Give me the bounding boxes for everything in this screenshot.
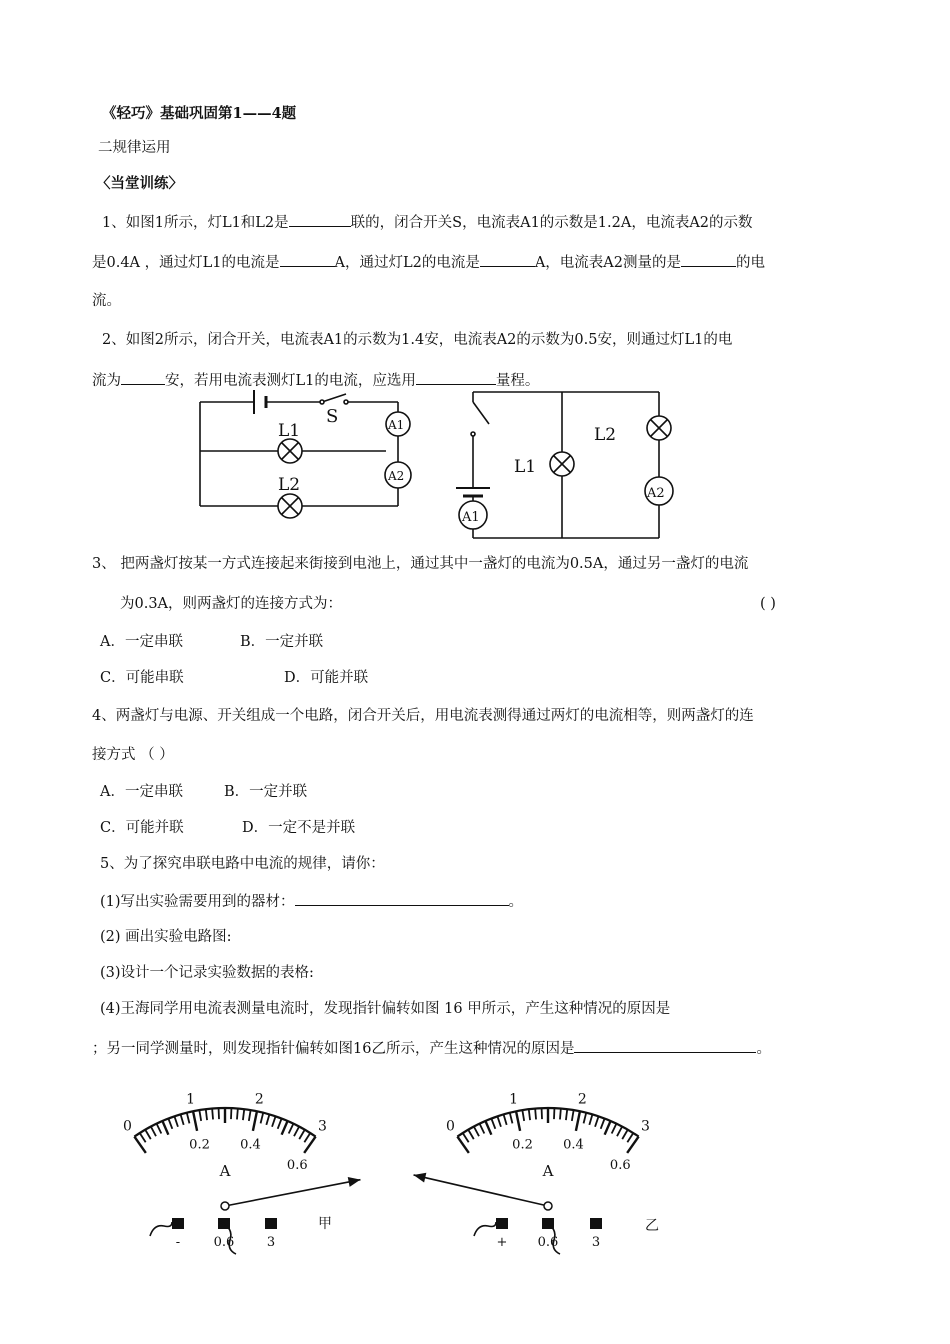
q1-text: 的电 [736, 255, 765, 271]
dial-tick [193, 1111, 197, 1131]
dial-tick [622, 1130, 628, 1139]
q4-option-b[interactable]: B．一定并联 [224, 784, 308, 800]
meter-label-yi: 乙 [645, 1218, 659, 1234]
wire [150, 1222, 172, 1236]
dial-tick [504, 1114, 507, 1125]
q3-option-c[interactable]: C．可能串联 [100, 670, 184, 686]
dial-tick [266, 1114, 269, 1125]
dial-tick [529, 1109, 530, 1120]
fig1-l1-label: L1 [278, 421, 301, 441]
fig2-a2-label: A2 [647, 486, 665, 501]
dial-tick [468, 1130, 474, 1139]
q3-line2: 为0.3A，则两盏灯的连接方式为： [120, 596, 343, 612]
dial-tick [278, 1118, 282, 1128]
dial-tick [162, 1121, 168, 1135]
q3-option-d[interactable]: D．可能并联 [284, 670, 369, 686]
dial-tick [174, 1116, 178, 1126]
dial-tick [480, 1124, 485, 1134]
dial-tick [157, 1124, 162, 1134]
subsection-heading: 〈当堂训练〉 [96, 175, 183, 192]
q2-line1: 2、如图2所示，闭合开关，电流表A1的示数为1.4安，电流表A2的示数为0.5安，则通过灯L1的电 [102, 332, 733, 348]
dial-tick [243, 1109, 244, 1120]
dial-minor-label: 0.2 [512, 1137, 533, 1153]
dial-tick [491, 1118, 495, 1128]
q1-text: 是0.4A ，通过灯L1的电流是 [92, 255, 280, 271]
dial-tick [595, 1116, 599, 1126]
needle-arrowhead [348, 1177, 361, 1187]
q3-option-a[interactable]: A．一定串联 [100, 634, 183, 650]
terminal-post [172, 1218, 184, 1229]
dial-tick [212, 1109, 213, 1120]
needle [225, 1180, 360, 1206]
dial-minor-label: 0.4 [563, 1137, 584, 1153]
q2-text: 安，若用电流表测灯L1的电流，应选用 [165, 373, 416, 389]
dial-tick [485, 1121, 491, 1135]
dial-tick [272, 1116, 276, 1126]
dial-tick [463, 1133, 469, 1142]
q1-text: 联的，闭合开关S，电流表A1的示数是1.2A，电流表A2的示数 [350, 215, 753, 231]
dial-minor-label: 0.4 [240, 1137, 261, 1153]
dial-minor-label: 0.6 [609, 1157, 631, 1173]
dial-tick [497, 1116, 501, 1126]
dial-tick [601, 1118, 605, 1128]
dial-unit-label: A [542, 1162, 554, 1180]
q1-text: 1、如图1所示，灯L1和L2是 [102, 215, 289, 231]
terminal-label: 0.6 [537, 1235, 559, 1250]
needle-arrowhead [414, 1173, 427, 1183]
needle-pivot [544, 1202, 552, 1210]
dial-tick [237, 1109, 238, 1120]
dial-minor-label: 0.2 [189, 1137, 210, 1153]
dial-minor-label: 0.6 [286, 1157, 308, 1173]
dial-major-label: 1 [186, 1091, 196, 1108]
q2-text: 流为 [92, 373, 121, 389]
section-heading: 二规律运用 [98, 140, 171, 156]
q5-text: 。 [508, 894, 524, 910]
dial-tick [572, 1110, 574, 1121]
q5-text: (1)写出实验需要用到的器材： [100, 894, 295, 910]
fig1-switch-label: S [326, 406, 339, 427]
dial-tick [282, 1121, 288, 1135]
q5-part3: (3)设计一个记录实验数据的表格: [100, 965, 314, 981]
terminal-post [265, 1218, 277, 1229]
q3-option-b[interactable]: B．一定并联 [240, 634, 324, 650]
terminal-label: 3 [266, 1235, 276, 1250]
dial-tick [304, 1133, 310, 1142]
q4-option-c[interactable]: C．可能并联 [100, 820, 184, 836]
q5-intro: 5、为了探究串联电路中电流的规律，请你： [100, 856, 385, 872]
dial-tick [510, 1113, 513, 1124]
dial-tick [181, 1114, 184, 1125]
dial-major-label: 3 [641, 1118, 650, 1135]
dial-tick [249, 1110, 251, 1121]
q1-text: A，电流表A2测量的是 [534, 255, 681, 271]
dial-tick [199, 1110, 201, 1121]
dial-tick [516, 1111, 520, 1131]
q3-line1: 3、 把两盏灯按某一方式连接起来街接到电池上，通过其中一盏灯的电流为0.5A，通过另一盏灯的电流 [92, 556, 749, 572]
q5-part2: (2) 画出实验电路图: [100, 929, 232, 945]
dial-tick [140, 1133, 146, 1142]
fig1-a1-label: A1 [388, 418, 405, 432]
fig1-a2-label: A2 [388, 469, 405, 483]
fig1-l2-label: L2 [278, 475, 301, 495]
dial-tick [253, 1111, 257, 1131]
fig2-l1-label: L1 [514, 457, 537, 477]
terminal-label: + [496, 1235, 508, 1250]
q5-text: 。 [756, 1041, 771, 1057]
dial-major-label: 3 [318, 1118, 327, 1135]
dial-major-label: 1 [509, 1091, 519, 1108]
dial-unit-label: A [219, 1162, 231, 1180]
needle-pivot [221, 1202, 229, 1210]
q1-line3: 流。 [92, 293, 121, 309]
meter-label-jia: 甲 [318, 1216, 332, 1232]
q3-answer-paren[interactable]: ( ) [760, 596, 776, 612]
dial-tick [206, 1109, 207, 1120]
fig2-l2-label: L2 [594, 425, 617, 445]
dial-tick [535, 1109, 536, 1120]
dial-tick [289, 1124, 294, 1134]
dial-tick [187, 1113, 190, 1124]
q4-line1: 4、两盏灯与电源、开关组成一个电路，闭合开关后，用电流表测得通过两灯的电流相等，则两盏灯的连 [92, 708, 754, 724]
terminal-label: - [175, 1235, 181, 1250]
needle [414, 1175, 548, 1206]
terminal-label: 0.6 [213, 1235, 235, 1250]
q5-text: ；另一同学测量时，则发现指针偏转如图16乙所示，产生这种情况的原因是 [92, 1041, 575, 1057]
dial-tick [522, 1110, 524, 1121]
dial-major-label: 2 [254, 1091, 264, 1108]
dial-tick [474, 1126, 479, 1136]
q5-part4-line1: (4)王海同学用电流表测量电流时，发现指针偏转如图 16 甲所示，产生这种情况的原因是 [100, 1001, 671, 1017]
dial-tick [151, 1126, 156, 1136]
dial-major-label: 2 [577, 1091, 587, 1108]
dial-tick [627, 1133, 633, 1142]
q4-option-a[interactable]: A．一定串联 [100, 784, 183, 800]
dial-tick [589, 1114, 592, 1125]
dial-tick [576, 1111, 580, 1131]
q2-text: 量程。 [495, 373, 540, 389]
wire [474, 1222, 496, 1236]
dial-major-label: 0 [446, 1118, 455, 1135]
dial-tick [605, 1121, 611, 1135]
terminal-post [496, 1218, 508, 1229]
dial-tick [299, 1130, 305, 1139]
dial-tick [617, 1126, 622, 1136]
dial-tick [612, 1124, 617, 1134]
dial-tick [560, 1109, 561, 1120]
dial-tick [566, 1109, 567, 1120]
dial-tick [584, 1113, 587, 1124]
fig2-a1-label: A1 [462, 510, 480, 525]
doc-title: 《轻巧》基础巩固第1——4题 [102, 105, 297, 122]
dial-tick [145, 1130, 151, 1139]
q4-line2: 接方式 （ ） [92, 747, 174, 763]
dial-tick [294, 1126, 299, 1136]
dial-tick [168, 1118, 172, 1128]
terminal-label: 3 [591, 1235, 601, 1250]
dial-major-label: 0 [123, 1118, 132, 1135]
q1-text: A，通过灯L2的电流是 [334, 255, 480, 271]
dial-tick [261, 1113, 264, 1124]
terminal-post [590, 1218, 602, 1229]
q4-option-d[interactable]: D．一定不是并联 [242, 820, 356, 836]
